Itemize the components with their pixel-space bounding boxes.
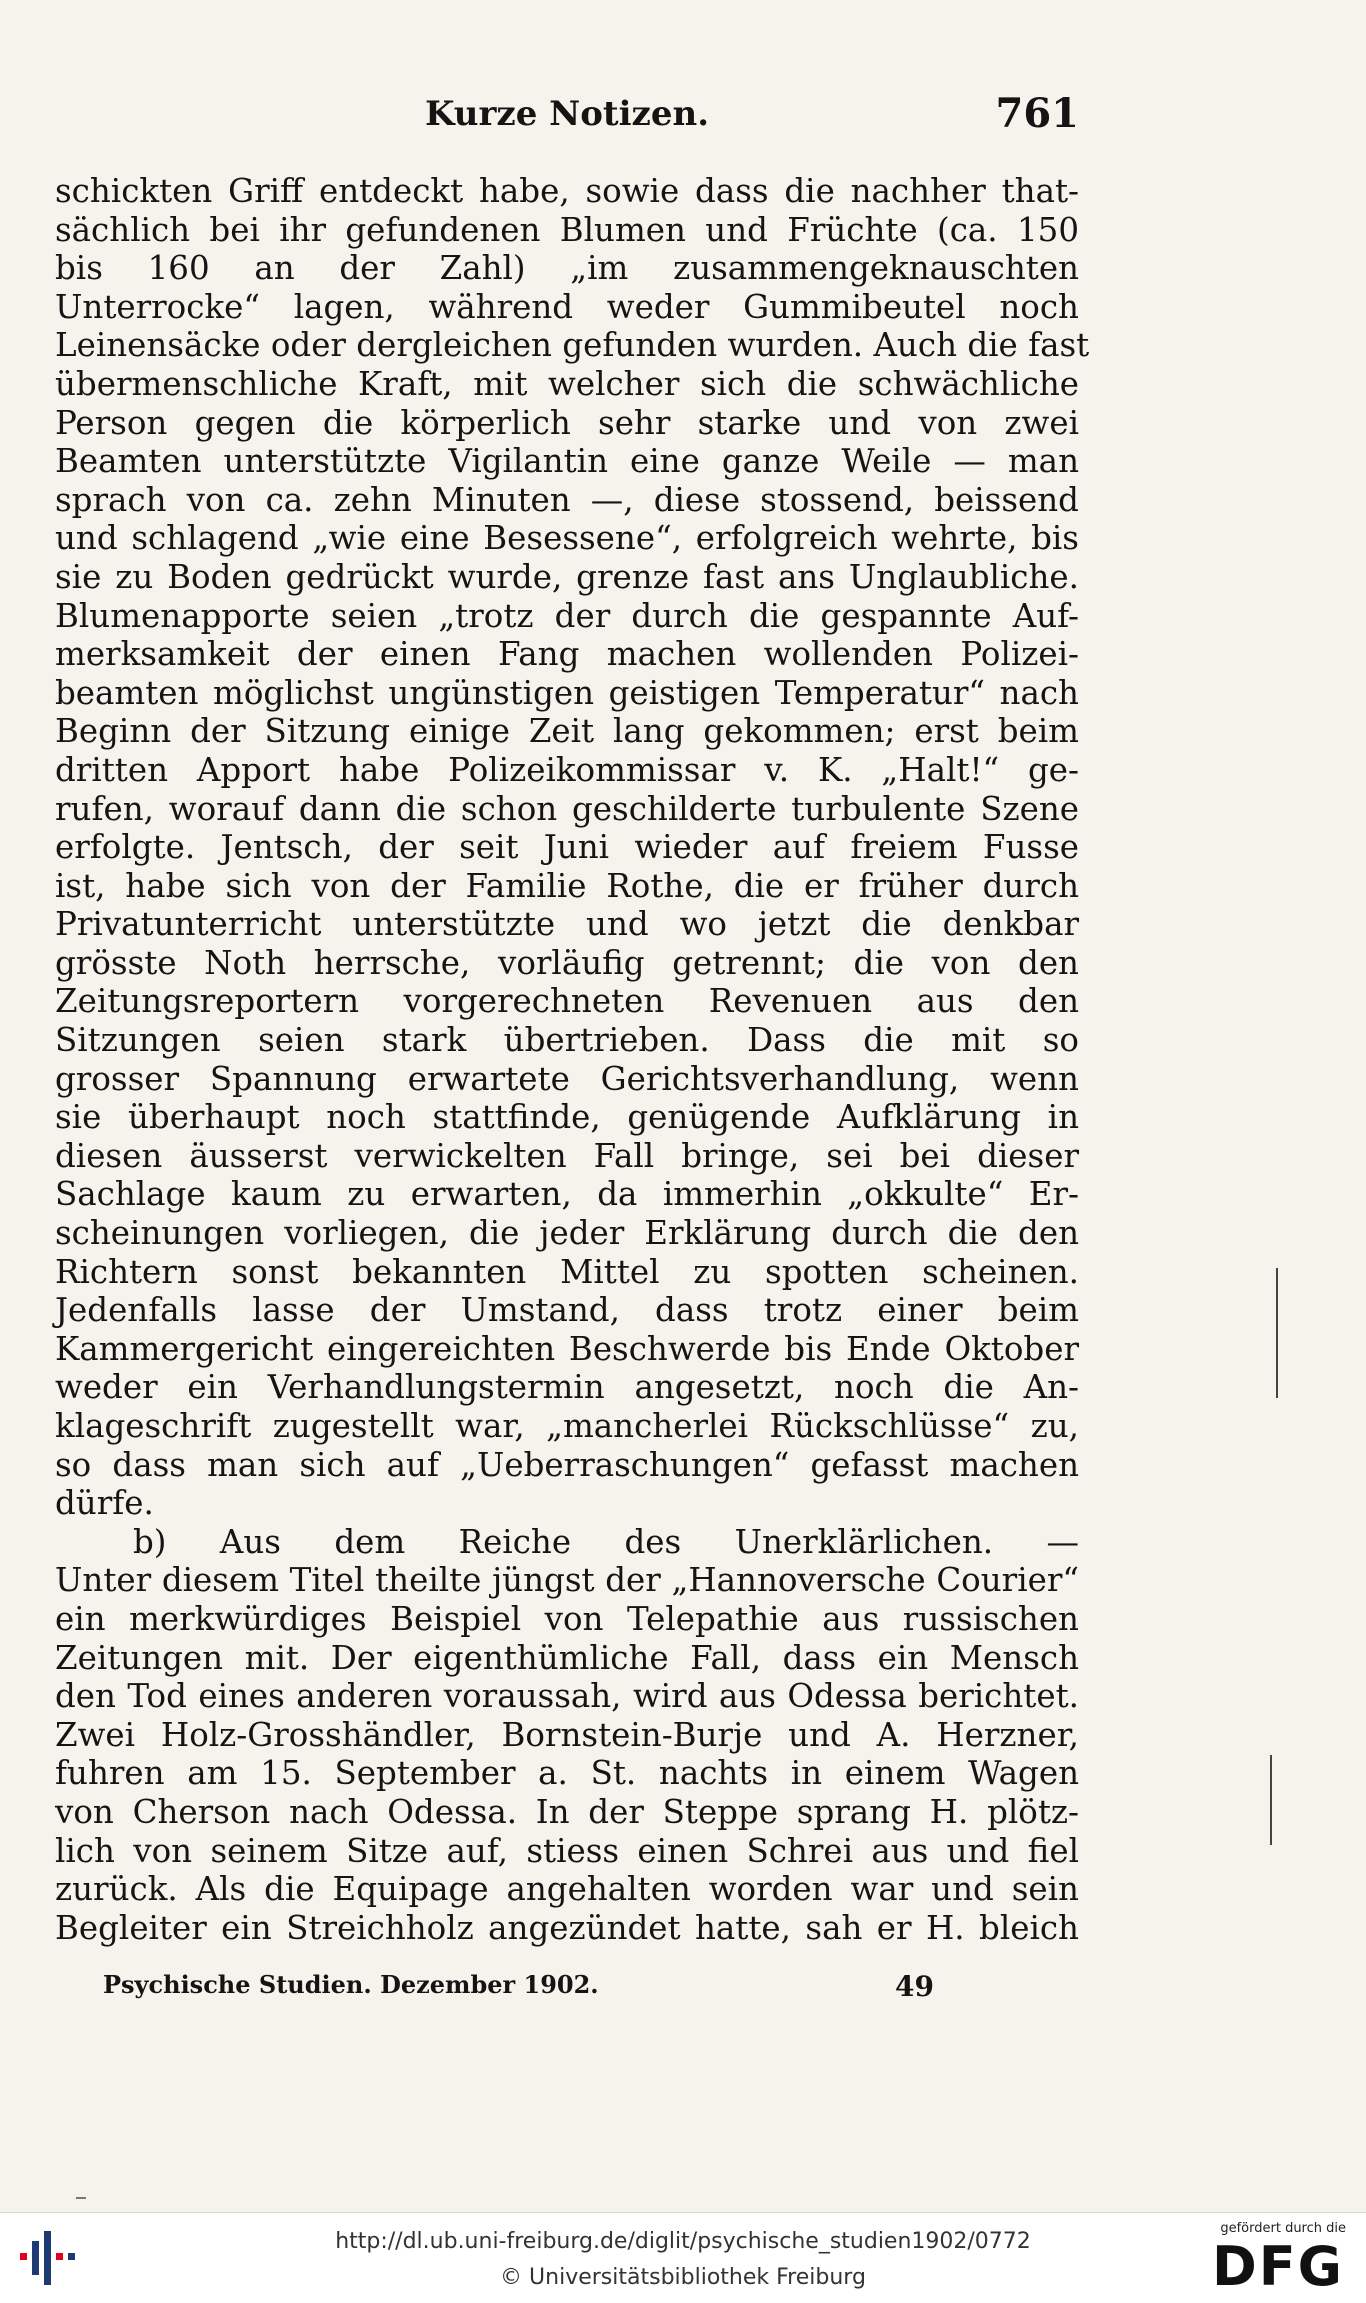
dfg-funding-note: gefördert durch die — [1220, 2221, 1346, 2236]
text-line: übermenschliche Kraft, mit welcher sich die schwächliche — [55, 364, 1079, 403]
margin-mark — [1276, 1268, 1278, 1398]
text-line: Zeitungsreportern vorgerechneten Revenuen aus den — [55, 982, 1079, 1021]
text-line: schickten Griff entdeckt habe, sowie dass die nachher that- — [55, 172, 1079, 210]
text-line: Unterrocke“ lagen, während weder Gummibeutel noch — [55, 287, 1079, 326]
sheet-number: 49 — [895, 1970, 934, 2003]
text-line: erfolgte. Jentsch, der seit Juni wieder auf freiem Fusse — [55, 828, 1079, 867]
text-line: grosser Spannung erwartete Gerichtsverhandlung, wenn — [55, 1059, 1079, 1098]
text-body — [55, 172, 1090, 1947]
text-line: Privatunterricht unterstützte und wo jetzt die denkbar — [55, 905, 1079, 944]
text-line: Blumenapporte seien „trotz der durch die gespannte Auf- — [55, 596, 1079, 635]
scan-mark — [76, 2197, 86, 2199]
text-line: zurück. Als die Equipage angehalten worden war und sein — [55, 1870, 1079, 1909]
text-line: ist, habe sich von der Familie Rothe, die er früher durch — [55, 866, 1079, 905]
text-line: Jedenfalls lasse der Umstand, dass trotz einer beim — [55, 1291, 1079, 1330]
copyright-text: © Universitätsbibliothek Freiburg — [500, 2265, 866, 2290]
footer-bar — [0, 2212, 1366, 2303]
text-line: Zeitungen mit. Der eigenthümliche Fall, dass ein Mensch — [55, 1638, 1079, 1677]
signature-line — [55, 1970, 1079, 2006]
text-line: Person gegen die körperlich sehr starke und von zwei — [55, 403, 1079, 442]
text-line: rufen, worauf dann die schon geschilderte turbulente Szene — [55, 789, 1079, 828]
text-line: Beginn der Sitzung einige Zeit lang gekommen; erst beim — [55, 712, 1079, 751]
text-line: weder ein Verhandlungstermin angesetzt, noch die An- — [55, 1368, 1079, 1407]
text-line: scheinungen vorliegen, die jeder Erklärung durch die den — [55, 1214, 1079, 1253]
journal-signature: Psychische Studien. Dezember 1902. — [103, 1970, 599, 1999]
text-line: und schlagend „wie eine Besessene“, erfolgreich wehrte, bis — [55, 519, 1079, 558]
page-number: 761 — [995, 90, 1079, 137]
text-line: sächlich bei ihr gefundenen Blumen und Früchte (ca. 150 — [55, 210, 1079, 249]
text-line: bis 160 an der Zahl) „im zusammengeknauschten — [55, 249, 1079, 288]
running-title: Kurze Notizen. — [424, 94, 710, 134]
text-line: ein merkwürdiges Beispiel von Telepathie aus russischen — [55, 1599, 1079, 1638]
text-line: Leinensäcke oder dergleichen gefunden wurden. Auch die fast — [55, 326, 1090, 365]
text-line: Begleiter ein Streichholz angezündet hatte, sah er H. bleich — [55, 1908, 1079, 1947]
margin-mark — [1270, 1755, 1272, 1845]
text-line: Beamten unterstützte Vigilantin eine ganze Weile — man — [55, 442, 1079, 481]
text-line: beamten möglichst ungünstigen geistigen Temperatur“ nach — [55, 673, 1079, 712]
section-heading-line: b) Aus dem Reiche des Unerklärlichen. — — [133, 1522, 1079, 1561]
text-line: Sitzungen seien stark übertrieben. Dass die mit so — [55, 1021, 1079, 1060]
text-line: dritten Apport habe Polizeikommissar v. K. „Halt!“ ge- — [55, 750, 1079, 789]
running-header — [55, 90, 1079, 140]
text-line: dürfe. — [55, 1484, 154, 1523]
text-line: fuhren am 15. September a. St. nachts in einem Wagen — [55, 1754, 1079, 1793]
text-line: grösste Noth herrsche, vorläufig getrennt; die von den — [55, 943, 1079, 982]
text-line: sie zu Boden gedrückt wurde, grenze fast ans Unglaubliche. — [55, 557, 1079, 596]
text-line: sprach von ca. zehn Minuten —, diese stossend, beissend — [55, 480, 1079, 519]
text-line: so dass man sich auf „Ueberraschungen“ gefasst machen — [55, 1445, 1079, 1484]
text-line: merksamkeit der einen Fang machen wollenden Polizei- — [55, 635, 1079, 674]
text-line: Sachlage kaum zu erwarten, da immerhin „okkulte“ Er- — [55, 1175, 1079, 1214]
text-line: sie überhaupt noch stattfinde, genügende Aufklärung in — [55, 1098, 1079, 1137]
text-line: den Tod eines anderen voraussah, wird aus Odessa berichtet. — [55, 1677, 1079, 1716]
permalink-url[interactable]: http://dl.ub.uni-freiburg.de/diglit/psychische_studien1902/0772 — [335, 2229, 1031, 2254]
text-line: klageschrift zugestellt war, „mancherlei Rückschlüsse“ zu, — [55, 1407, 1079, 1445]
text-line: Unter diesem Titel theilte jüngst der „Hannoversche Courier“ — [55, 1561, 1079, 1600]
text-line: Richtern sonst bekannten Mittel zu spotten scheinen. — [55, 1252, 1079, 1291]
text-line: von Cherson nach Odessa. In der Steppe sprang H. plötz- — [55, 1792, 1079, 1831]
dfg-logo: DFG — [1211, 2235, 1344, 2298]
text-line: Zwei Holz-Grosshändler, Bornstein-Burje und A. Herzner, — [55, 1715, 1079, 1754]
text-line: lich von seinem Sitze auf, stiess einen Schrei aus und fiel — [55, 1831, 1079, 1870]
text-line: diesen äusserst verwickelten Fall bringe, sei bei dieser — [55, 1136, 1079, 1175]
text-line: Kammergericht eingereichten Beschwerde bis Ende Oktober — [55, 1329, 1079, 1368]
